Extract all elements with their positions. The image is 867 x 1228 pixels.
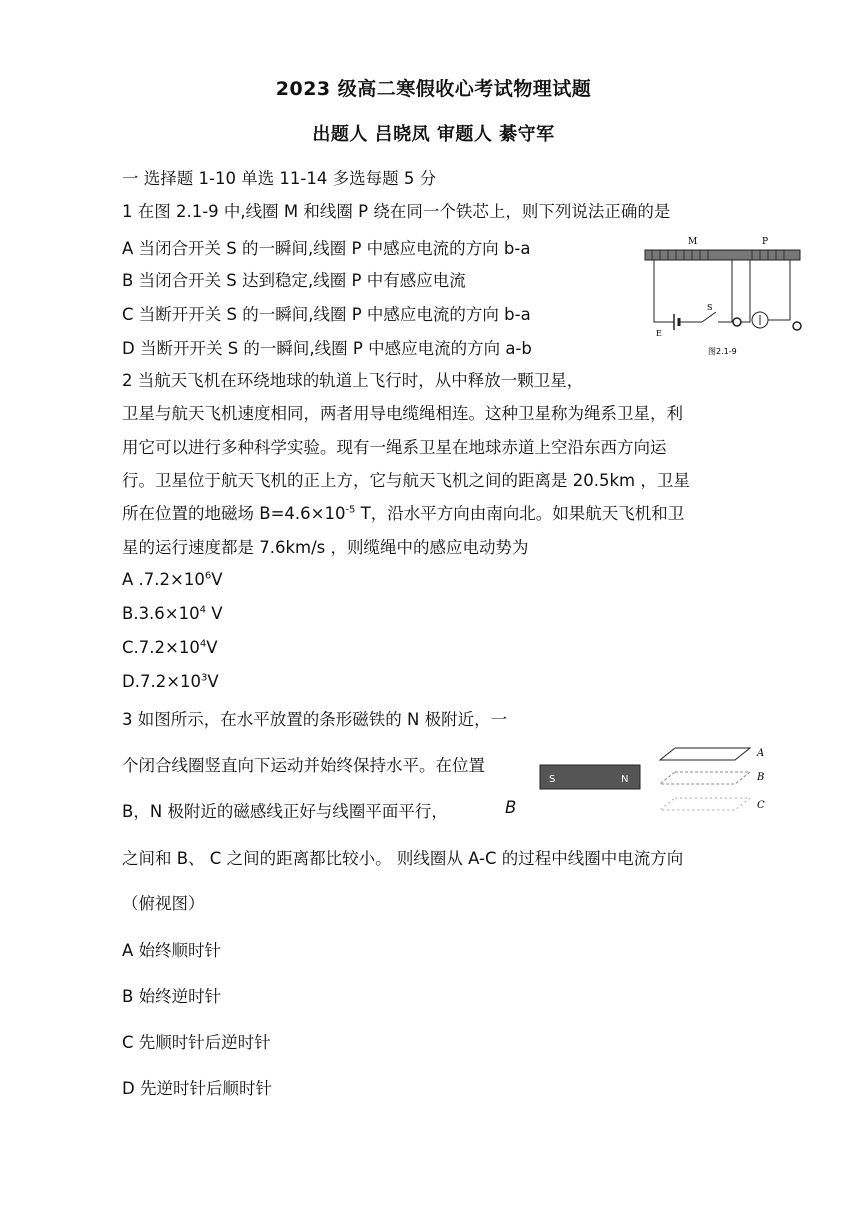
coil-b-label: B (757, 772, 765, 783)
figure-2-1-9 (640, 230, 810, 360)
magnet-s-label: S (549, 774, 556, 785)
q1-stem: 1 在图 2.1-9 中,线圈 M 和线圈 P 绕在同一个铁芯上，则下列说法正确的是 (122, 202, 671, 221)
q2-line-4: 行。卫星位于航天飞机的正上方，它与航天飞机之间的距离是 20.5km ，卫星 (122, 471, 690, 490)
coil-a-label: A (757, 748, 765, 759)
q3-option-b: B 始终逆时针 (122, 987, 222, 1006)
q3-option-d: D 先逆时针后顺时针 (122, 1079, 272, 1098)
q2-option-b: $B.3.6\times 10^4$ V (122, 604, 223, 623)
q1-option-d: D 当断开开关 S 的一瞬间,线圈 P 中感应电流的方向 a-b (122, 339, 532, 358)
q1-option-b: B 当闭合开关 S 达到稳定,线圈 P 中有感应电流 (122, 271, 466, 290)
q3-line-3: B，N 极附近的磁感线正好与线圈平面平行， (122, 802, 448, 821)
label-p: P (762, 237, 769, 247)
exam-authors: 出题人 吕晓凤 审题人 綦守军 (312, 124, 555, 145)
q2-line-3: 用它可以进行多种科学实验。现有一绳系卫星在地球赤道上空沿东西方向运 (122, 438, 667, 457)
q3-line-2: 个闭合线圈竖直向下运动并始终保持水平。在位置 (122, 756, 485, 775)
q3-line-1: 3 如图所示，在水平放置的条形磁铁的 N 极附近，一 (122, 710, 508, 729)
q2-line-6: 星的运行速度都是 7.6km/s ，则缆绳中的感应电动势为 (122, 538, 529, 557)
q3-option-a: A 始终顺时针 (122, 941, 222, 960)
q2-option-d: $D.7.2\times 10^3V$ (122, 672, 219, 691)
label-s: S (707, 303, 713, 312)
q2-line-1: 2 当航天飞机在环绕地球的轨道上飞行时，从中释放一颗卫星， (122, 371, 584, 390)
figure-caption: 图2.1-9 (708, 347, 737, 356)
q3-line-5: （俯视图） (122, 894, 205, 913)
label-m: M (688, 237, 698, 247)
exam-title: 2023 级高二寒假收心考试物理试题 (275, 78, 592, 100)
magnet-figure (535, 730, 775, 820)
label-e: E (656, 329, 662, 338)
q2-option-c: $C.7.2\times 10^4V$ (122, 638, 218, 657)
q3-b-label: B (505, 798, 517, 817)
coil-c-label: C (757, 800, 765, 811)
section-heading: 一 选择题 1-10 单选 11-14 多选每题 5 分 (122, 169, 437, 188)
q3-option-c: C 先顺时针后逆时针 (122, 1033, 271, 1052)
q2-line-5: 所在位置的地磁场 $B=4.6\times 10^{-5}$ T，沿水平方向由南向北。如果航天飞机和卫 (122, 504, 685, 523)
q1-option-a: A 当闭合开关 S 的一瞬间,线圈 P 中感应电流的方向 b-a (122, 239, 531, 258)
q3-line-4: 之间和 B、 C 之间的距离都比较小。 则线圈从 A-C 的过程中线圈中电流方向 (122, 849, 684, 868)
q2-line-2: 卫星与航天飞机速度相同，两者用导电缆绳相连。这种卫星称为绳系卫星，利 (122, 404, 683, 423)
magnet-n-label: N (621, 774, 629, 785)
q2-option-a: A $.7.2\times 10^6V$ (122, 570, 223, 589)
q1-option-c: C 当断开开关 S 的一瞬间,线圈 P 中感应电流的方向 b-a (122, 305, 531, 324)
